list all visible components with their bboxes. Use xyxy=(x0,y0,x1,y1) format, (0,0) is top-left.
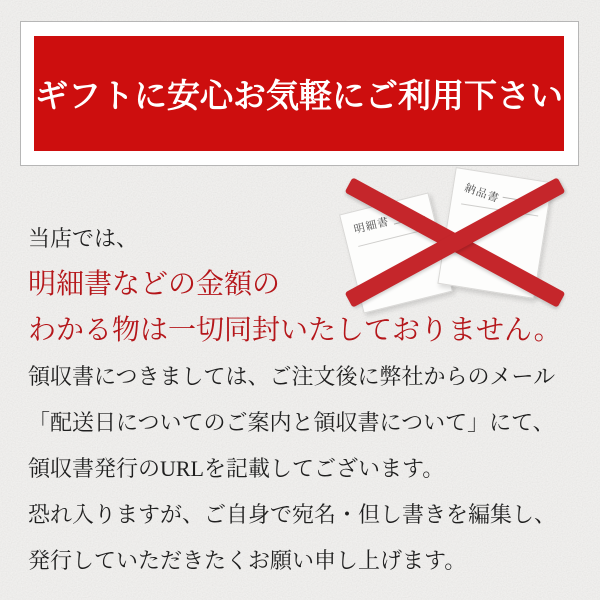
notice-line: 恐れ入りますが、ご自身で宛名・但し書きを編集し、 xyxy=(28,502,557,527)
promo-banner-text: ギフトに安心お気軽にご利用下さい xyxy=(35,77,563,114)
notice-line-emphasis: わかる物は一切同封いたしておりません。 xyxy=(28,315,562,346)
notice-line: 「配送日についてのご案内と領収書について」にて、 xyxy=(28,410,555,435)
paper-statement-title: 明細書 xyxy=(352,215,391,237)
notice-line: 発行していただきたくお願い申し上げます。 xyxy=(28,548,467,573)
promo-banner-frame xyxy=(20,21,579,166)
notice-line-emphasis: 明細書などの金額の xyxy=(28,269,281,300)
documents-crossed-illustration xyxy=(338,172,570,312)
notice-line: 領収書発行のURLを記載してございます。 xyxy=(28,456,445,481)
notice-line: 領収書につきましては、ご注文後に弊社からのメール xyxy=(28,364,556,389)
promo-banner xyxy=(34,36,564,151)
paper-delivery-note-title: 納品書 xyxy=(462,182,501,206)
notice-line: 当店では、 xyxy=(28,226,139,251)
